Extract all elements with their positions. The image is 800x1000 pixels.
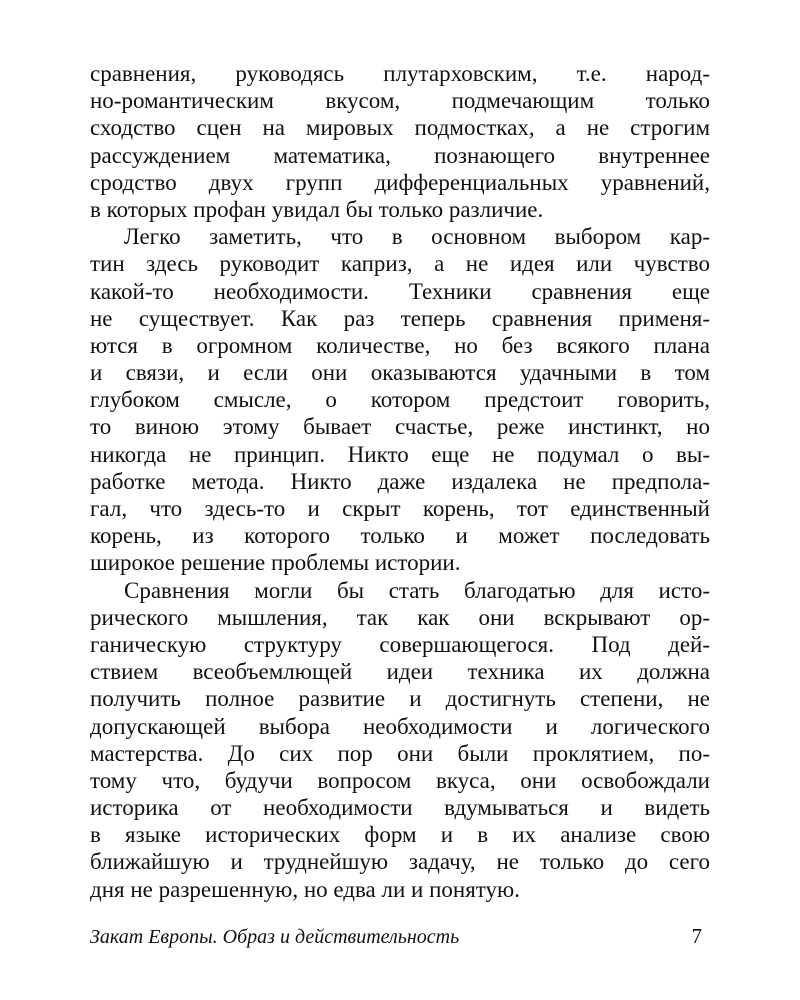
text-line: какой-то необходимости. Техники сравнения еще xyxy=(90,278,710,304)
page-number: 7 xyxy=(691,924,702,948)
body-text xyxy=(90,60,710,903)
text-line: допускающей выбора необходимости и логического xyxy=(90,713,710,739)
text-line: то виною этому бывает счастье, реже инстинкт, но xyxy=(90,414,710,440)
text-line: ближайшую и труднейшую задачу, не только до сего xyxy=(90,849,710,875)
text-line: широкое решение проблемы истории. xyxy=(90,550,461,576)
text-line: получить полное развитие и достигнуть степени, не xyxy=(90,686,710,712)
text-line: мастерства. До сих пор они были проклятием, по- xyxy=(90,740,710,766)
text-line: ганическую структуру совершающегося. Под дей- xyxy=(90,631,710,657)
text-line: Легко заметить, что в основном выбором кар- xyxy=(124,224,710,250)
text-line: тин здесь руководит каприз, а не идея или чувство xyxy=(90,251,710,277)
text-line: корень, из которого только и может последовать xyxy=(90,523,710,549)
text-line: гал, что здесь-то и скрыт корень, тот единственный xyxy=(90,496,710,521)
running-footer-title: Закат Европы. Образ и действительность xyxy=(90,926,460,948)
text-line: ются в огромном количестве, но без всякого плана xyxy=(90,332,710,358)
text-line: сходство сцен на мировых подмостках, а не строгим xyxy=(90,115,710,141)
text-line: рассуждением математика, познающего внутреннее xyxy=(90,142,710,168)
text-line: глубоком смысле, о котором предстоит говорить, xyxy=(90,387,710,413)
text-line: рического мышления, так как они вскрывают ор- xyxy=(90,604,710,630)
text-line: и связи, и если они оказываются удачными в том xyxy=(90,360,710,386)
text-line: в которых профан увидал бы только различие. xyxy=(90,196,544,222)
text-line: никогда не принцип. Никто еще не подумал о вы- xyxy=(90,441,710,467)
text-line: в языке исторических форм и в их анализе свою xyxy=(90,822,710,848)
text-line: но-романтическим вкусом, подмечающим только xyxy=(90,88,710,114)
text-line: работке метода. Никто даже издалека не предпола- xyxy=(90,468,710,494)
text-line: Сравнения могли бы стать благодатью для исто- xyxy=(124,577,710,603)
text-line: сродство двух групп дифференциальных уравнений, xyxy=(90,169,710,195)
text-line: дня не разрешенную, но едва ли и понятую. xyxy=(90,876,520,902)
text-line: ствием всеобъемлющей идеи техника их должна xyxy=(90,659,710,685)
text-line: историка от необходимости вдумываться и видеть xyxy=(90,795,710,821)
text-line: тому что, будучи вопросом вкуса, они освобождали xyxy=(90,767,710,793)
text-line: не существует. Как раз теперь сравнения применя- xyxy=(90,305,710,331)
text-line: сравнения, руководясь плутарховским, т.е. народ- xyxy=(90,61,710,86)
